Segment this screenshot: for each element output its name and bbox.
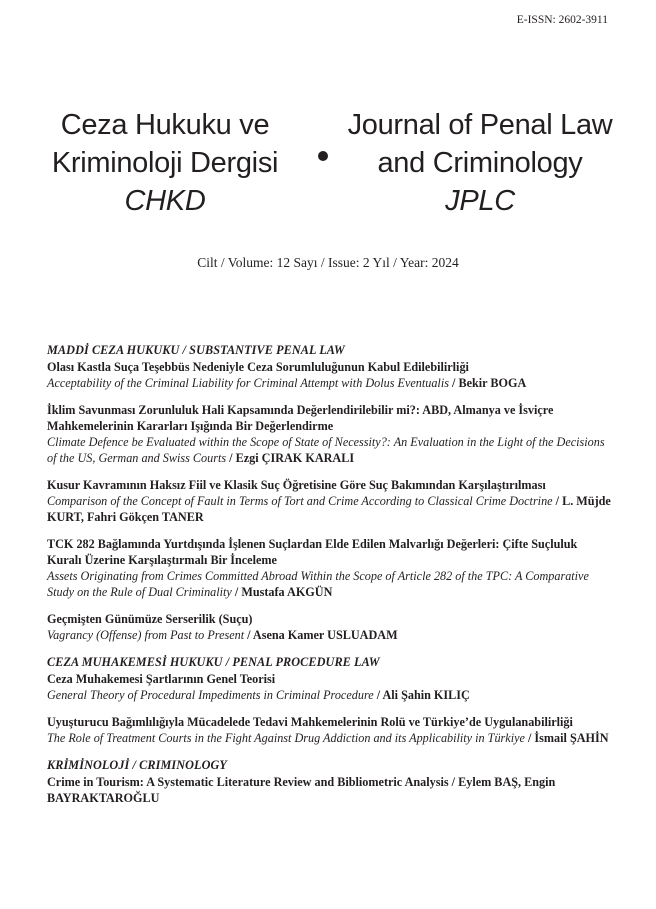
- author-separator: /: [524, 731, 535, 745]
- table-of-contents: [47, 342, 612, 817]
- author-separator: /: [244, 628, 253, 642]
- article-entry: [47, 671, 612, 703]
- article-translation-line: [47, 687, 612, 703]
- author-separator: /: [226, 451, 236, 465]
- article-translation: Vagrancy (Offense) from Past to Present: [47, 628, 245, 642]
- article-translation-line: [47, 568, 612, 600]
- article-author: Bekir BOGA: [458, 376, 527, 390]
- article-entry: [47, 359, 612, 391]
- author-separator: /: [373, 688, 383, 702]
- article-title: İklim Savunması Zorunluluk Hali Kapsamında Değerlendirilebilir mi?: ABD, Almanya ve İsviçre Mahkemelerinin Kararları Işığında Bir Değerlendirme: [47, 403, 554, 433]
- toc-section: [47, 757, 612, 806]
- article-title: Ceza Muhakemesi Şartlarının Genel Teorisi: [47, 672, 276, 686]
- article-entry: [47, 477, 612, 525]
- issn-label: E-ISSN: 2602-3911: [516, 14, 608, 26]
- article-translation-line: [47, 375, 612, 391]
- article-author: Mustafa AKGÜN: [241, 585, 333, 599]
- section-heading: MADDİ CEZA HUKUKU / SUBSTANTIVE PENAL LAW: [47, 343, 345, 357]
- author-separator: /: [552, 494, 563, 508]
- turkish-journal-title: [30, 106, 300, 220]
- en-title-line-1: Journal of Penal Law: [347, 109, 613, 141]
- article-translation-line: [47, 730, 612, 746]
- author-separator: /: [448, 376, 459, 390]
- article-author: Asena Kamer USLUADAM: [252, 628, 398, 642]
- toc-section: [47, 654, 612, 746]
- article-author: L. Müjde KURT, Fahri Gökçen TANER: [47, 494, 611, 524]
- article-title: TCK 282 Bağlamında Yurtdışında İşlenen Suçlardan Elde Edilen Malvarlığı Değerleri: Çifte Suçluluk Kuralı Üzerine Karşılaştırmalı Bir İnceleme: [47, 537, 578, 567]
- article-entry: [47, 536, 612, 600]
- en-title-line-2: and Criminology: [377, 147, 583, 179]
- article-translation: Assets Originating from Crimes Committed Abroad Within the Scope of Article 282 of the TPC: A Comparative Study on the Rule of Dual Criminality: [47, 569, 589, 599]
- article-author: İsmail ŞAHİN: [534, 731, 609, 745]
- article-entry: [47, 774, 612, 806]
- author-separator: /: [231, 585, 242, 599]
- article-translation: Climate Defence be Evaluated within the Scope of State of Necessity?: An Evaluation in the Light of the Decisions of the US, German and Swiss Courts: [47, 435, 605, 465]
- separator-dot: [318, 151, 328, 161]
- article-title-line: [47, 774, 612, 806]
- toc-section: [47, 342, 612, 643]
- article-title: Geçmişten Günümüze Serserilik (Suçu): [47, 612, 253, 626]
- article-title: Kusur Kavramının Haksız Fiil ve Klasik Suç Öğretisine Göre Suç Bakımından Karşılaştırılması: [47, 478, 546, 492]
- journal-titles: [0, 106, 656, 226]
- article-author: Ezgi ÇIRAK KARALI: [235, 451, 355, 465]
- article-translation-line: [47, 627, 612, 643]
- section-heading: CEZA MUHAKEMESİ HUKUKU / PENAL PROCEDURE LAW: [47, 655, 380, 669]
- article-translation: Acceptability of the Criminal Liability for Criminal Attempt with Dolus Eventualis: [47, 376, 449, 390]
- tr-title-line-2: Kriminoloji Dergisi: [51, 147, 279, 179]
- english-journal-title: [340, 106, 620, 220]
- article-translation: Comparison of the Concept of Fault in Terms of Tort and Crime According to Classical Crime Doctrine: [47, 494, 553, 508]
- article-title: Crime in Tourism: A Systematic Literature Review and Bibliometric Analysis: [47, 775, 449, 789]
- article-title: Olası Kastla Suça Teşebbüs Nedeniyle Ceza Sorumluluğunun Kabul Edilebilirliği: [47, 360, 469, 374]
- article-entry: [47, 714, 612, 746]
- article-author: Eylem BAŞ, Engin BAYRAKTAROĞLU: [47, 775, 556, 805]
- article-author: Ali Şahin KILIÇ: [382, 688, 470, 702]
- tr-abbreviation: CHKD: [124, 185, 206, 217]
- article-translation: General Theory of Procedural Impediments in Criminal Procedure: [47, 688, 374, 702]
- tr-title-line-1: Ceza Hukuku ve: [60, 109, 270, 141]
- author-separator: /: [448, 775, 459, 789]
- article-title: Uyuşturucu Bağımlılığıyla Mücadelede Tedavi Mahkemelerinin Rolü ve Türkiye’de Uygulanabilirliği: [47, 715, 573, 729]
- article-translation-line: [47, 493, 612, 525]
- article-entry: [47, 402, 612, 466]
- section-heading: KRİMİNOLOJİ / CRIMINOLOGY: [47, 758, 227, 772]
- article-entry: [47, 611, 612, 643]
- article-translation: The Role of Treatment Courts in the Fight Against Drug Addiction and its Applicability in Türkiye: [47, 731, 525, 745]
- en-abbreviation: JPLC: [445, 185, 515, 217]
- article-translation-line: [47, 434, 612, 466]
- volume-issue-line: Cilt / Volume: 12 Sayı / Issue: 2 Yıl / Year: 2024: [197, 255, 459, 270]
